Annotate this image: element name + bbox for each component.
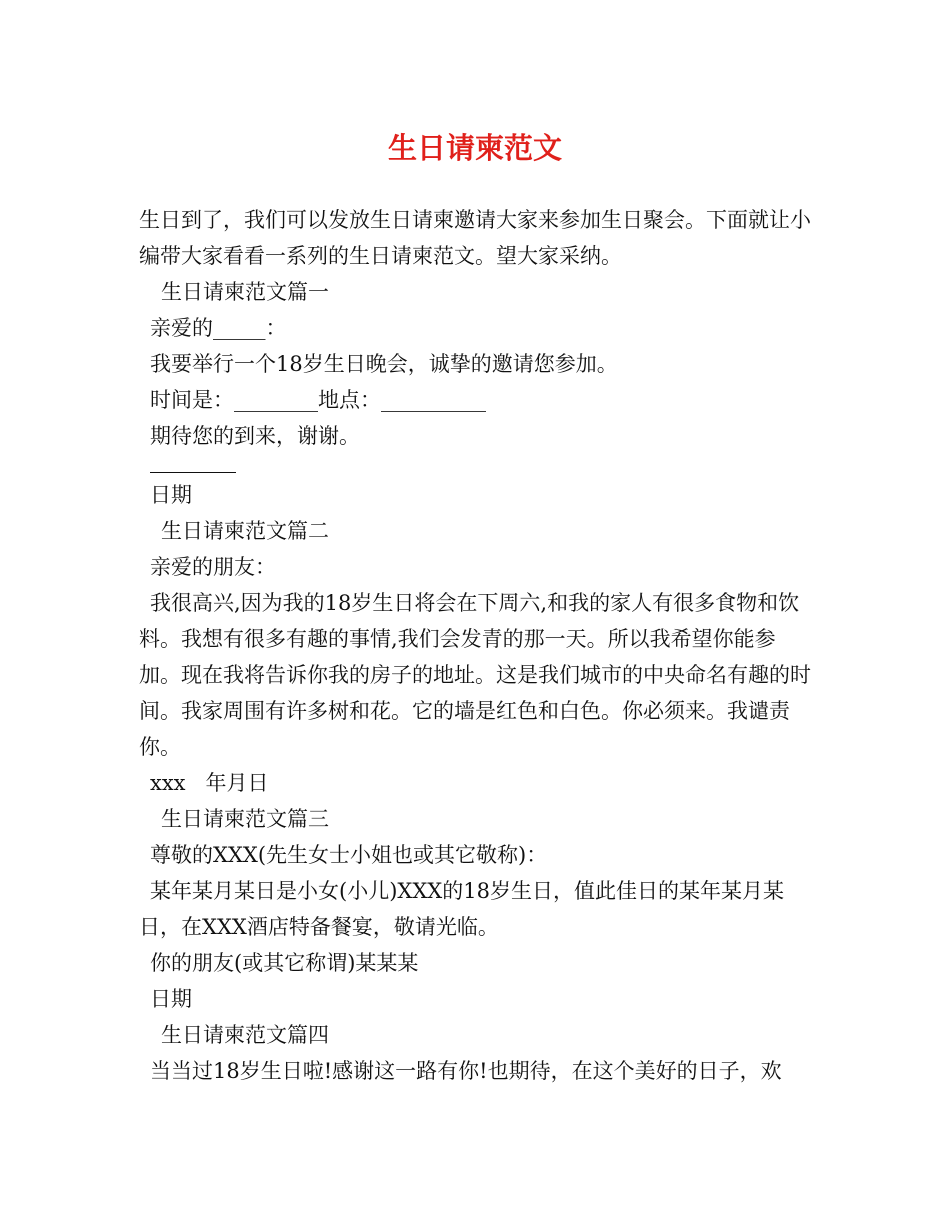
section4-body: 当当过18岁生日啦!感谢这一路有你!也期待，在这个美好的日子，欢 <box>150 1059 782 1083</box>
section2-greeting: 亲爱的朋友： <box>150 555 276 579</box>
section3-body: 某年某月某日是小女(小儿)XXX的18岁生日，值此佳日的某年某月某日，在XXX酒店特备餐宴，敬请光临。 <box>139 879 784 939</box>
section1-date: 日期 <box>150 483 192 507</box>
section1-greeting: 亲爱的_____： <box>150 316 287 340</box>
intro-paragraph: 生日到了，我们可以发放生日请柬邀请大家来参加生日聚会。下面就让小编带大家看看一系列的生日请柬范文。望大家采纳。 <box>139 208 811 268</box>
section1-line1: 我要举行一个18岁生日晚会，诚挚的邀请您参加。 <box>150 352 618 376</box>
section2-heading: 生日请柬范文篇二 <box>161 519 329 543</box>
section3-greeting: 尊敬的XXX(先生女士小姐也或其它敬称)： <box>150 843 548 867</box>
section3-heading: 生日请柬范文篇三 <box>161 807 329 831</box>
document-title: 生日请柬范文 <box>387 131 562 165</box>
section3-sign: 你的朋友(或其它称谓)某某某 <box>150 951 419 975</box>
section2-body: 我很高兴,因为我的18岁生日将会在下周六,和我的家人有很多食物和饮料。我想有很多有趣的事情,我们会发青的那一天。所以我希望你能参加。现在我将告诉你我的房子的地址。这是我们城市的中央命名有趣的时间。我家周围有许多树和花。它的墙是红色和白色。你必须来。我谴责你。 <box>139 591 811 759</box>
section3-date: 日期 <box>150 987 192 1011</box>
section4-heading: 生日请柬范文篇四 <box>161 1023 329 1047</box>
section2-sign: xxx 年月日 <box>150 771 269 795</box>
section1-heading: 生日请柬范文篇一 <box>161 280 329 304</box>
section1-line3: 期待您的到来，谢谢。 <box>150 424 360 448</box>
section1-line2: 时间是：________地点：__________ <box>150 388 486 412</box>
document-body <box>139 202 815 1089</box>
